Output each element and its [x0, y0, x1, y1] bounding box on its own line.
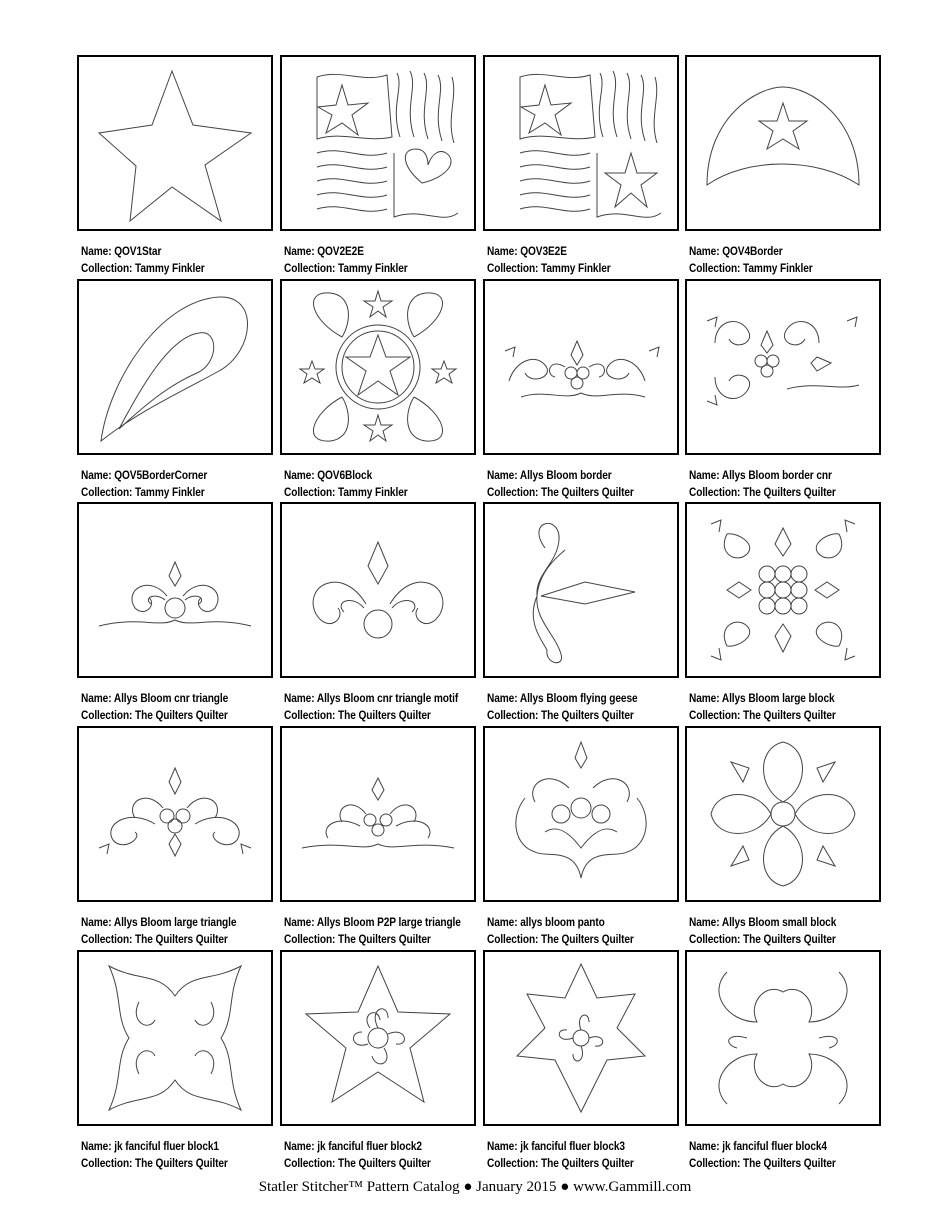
pattern-collection: Collection: Tammy Finkler	[487, 263, 611, 275]
pattern-name: Name: QOV5BorderCorner	[81, 470, 208, 482]
bloom-small-fleur-icon	[79, 504, 271, 676]
pattern-name: Name: QOV4Border	[689, 246, 783, 258]
pattern-thumbnail[interactable]	[483, 502, 679, 678]
pattern-name: Name: jk fanciful fluer block3	[487, 1141, 625, 1153]
fleur-block-2-icon	[282, 952, 474, 1124]
pattern-thumbnail[interactable]	[685, 950, 881, 1126]
bloom-small-block-icon	[687, 728, 879, 900]
bloom-p2p-icon	[282, 728, 474, 900]
pattern-name: Name: QOV1Star	[81, 246, 162, 258]
pattern-name: Name: Allys Bloom small block	[689, 917, 837, 929]
pattern-name: Name: jk fanciful fluer block1	[81, 1141, 219, 1153]
pattern-collection: Collection: The Quilters Quilter	[689, 710, 836, 722]
bloom-fleur-icon	[282, 504, 474, 676]
crescent-star-icon	[687, 57, 879, 229]
pattern-thumbnail[interactable]	[77, 726, 273, 902]
pattern-collection: Collection: The Quilters Quilter	[284, 710, 431, 722]
pattern-thumbnail[interactable]	[685, 279, 881, 455]
pattern-collection: Collection: The Quilters Quilter	[81, 1158, 228, 1170]
pattern-name: Name: QOV2E2E	[284, 246, 364, 258]
pattern-name: Name: Allys Bloom cnr triangle motif	[284, 693, 459, 705]
pattern-thumbnail[interactable]	[280, 55, 476, 231]
pattern-collection: Collection: The Quilters Quilter	[689, 1158, 836, 1170]
pattern-collection: Collection: Tammy Finkler	[284, 487, 408, 499]
pattern-name: Name: Allys Bloom border	[487, 470, 612, 482]
pattern-collection: Collection: The Quilters Quilter	[487, 1158, 634, 1170]
pattern-collection: Collection: The Quilters Quilter	[487, 710, 634, 722]
pattern-name: Name: Allys Bloom cnr triangle	[81, 693, 229, 705]
fleur-block-3-icon	[485, 952, 677, 1124]
bloom-border-icon	[485, 281, 677, 453]
pattern-collection: Collection: Tammy Finkler	[81, 487, 205, 499]
pattern-collection: Collection: Tammy Finkler	[81, 263, 205, 275]
pattern-thumbnail[interactable]	[685, 726, 881, 902]
pattern-thumbnail[interactable]	[280, 502, 476, 678]
pattern-thumbnail[interactable]	[685, 502, 881, 678]
pattern-thumbnail[interactable]	[77, 502, 273, 678]
pattern-collection: Collection: The Quilters Quilter	[487, 934, 634, 946]
pattern-name: Name: jk fanciful fluer block2	[284, 1141, 422, 1153]
bloom-border-corner-icon	[687, 281, 879, 453]
pattern-collection: Collection: Tammy Finkler	[689, 263, 813, 275]
fleur-block-4-icon	[687, 952, 879, 1124]
pattern-name: Name: jk fanciful fluer block4	[689, 1141, 827, 1153]
bloom-large-block-icon	[687, 504, 879, 676]
pattern-thumbnail[interactable]	[77, 55, 273, 231]
bloom-panto-icon	[485, 728, 677, 900]
fleur-block-1-icon	[79, 952, 271, 1124]
pattern-thumbnail[interactable]	[685, 55, 881, 231]
pattern-thumbnail[interactable]	[483, 55, 679, 231]
pattern-name: Name: QOV3E2E	[487, 246, 567, 258]
pattern-name: Name: Allys Bloom large block	[689, 693, 835, 705]
pattern-collection: Collection: The Quilters Quilter	[81, 710, 228, 722]
pattern-name: Name: QOV6Block	[284, 470, 373, 482]
pattern-name: Name: Allys Bloom large triangle	[81, 917, 237, 929]
bloom-geese-icon	[485, 504, 677, 676]
pattern-thumbnail[interactable]	[483, 726, 679, 902]
bloom-large-triangle-icon	[79, 728, 271, 900]
flag-star-icon	[485, 57, 677, 229]
pattern-name: Name: allys bloom panto	[487, 917, 605, 929]
pattern-name: Name: Allys Bloom P2P large triangle	[284, 917, 461, 929]
pattern-thumbnail[interactable]	[280, 950, 476, 1126]
pattern-collection: Collection: The Quilters Quilter	[284, 934, 431, 946]
pattern-thumbnail[interactable]	[77, 950, 273, 1126]
star-medallion-icon	[282, 281, 474, 453]
teardrop-icon	[79, 281, 271, 453]
pattern-thumbnail[interactable]	[483, 950, 679, 1126]
pattern-collection: Collection: The Quilters Quilter	[284, 1158, 431, 1170]
pattern-collection: Collection: The Quilters Quilter	[689, 487, 836, 499]
pattern-thumbnail[interactable]	[280, 726, 476, 902]
pattern-collection: Collection: The Quilters Quilter	[487, 487, 634, 499]
pattern-name: Name: Allys Bloom flying geese	[487, 693, 638, 705]
pattern-thumbnail[interactable]	[483, 279, 679, 455]
page-footer: Statler Stitcher™ Pattern Catalog ● January 2015 ● www.Gammill.com	[258, 1179, 692, 1195]
pattern-thumbnail[interactable]	[280, 279, 476, 455]
pattern-name: Name: Allys Bloom border cnr	[689, 470, 832, 482]
pattern-collection: Collection: The Quilters Quilter	[81, 934, 228, 946]
pattern-collection: Collection: Tammy Finkler	[284, 263, 408, 275]
pattern-collection: Collection: The Quilters Quilter	[689, 934, 836, 946]
flag-heart-icon	[282, 57, 474, 229]
star-icon	[79, 57, 271, 229]
pattern-thumbnail[interactable]	[77, 279, 273, 455]
